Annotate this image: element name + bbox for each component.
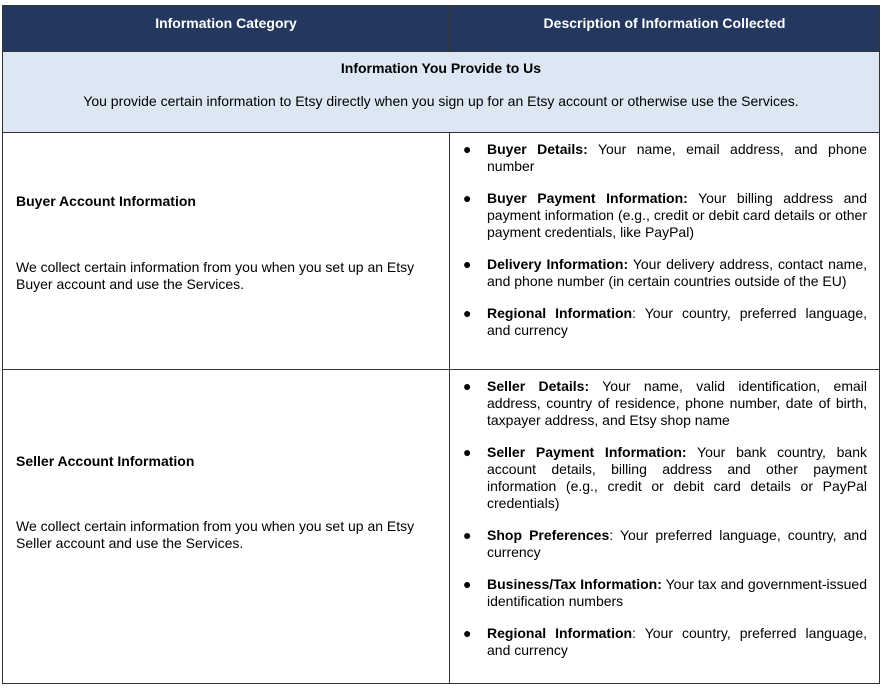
bullet-icon: ● xyxy=(463,305,472,321)
item-text: Your bank country, bank account details, billing address and other payment information (e.g., credit or debit card details or PayPal credentials) xyxy=(487,444,867,511)
item-label: Buyer Details: xyxy=(487,141,588,157)
bullet-list xyxy=(450,378,867,659)
bullet-icon: ● xyxy=(463,527,472,543)
item-label: Regional Information xyxy=(487,305,633,321)
information-table xyxy=(2,5,880,684)
bullet-icon: ● xyxy=(463,378,472,394)
list-item xyxy=(450,527,867,561)
section-description: You provide certain information to Etsy directly when you sign up for an Etsy account or otherwise use the Services. xyxy=(83,93,799,109)
description-cell xyxy=(450,133,880,370)
bullet-icon: ● xyxy=(463,190,472,206)
list-item xyxy=(450,378,867,429)
bullet-icon: ● xyxy=(463,576,472,592)
item-text: Your name, valid identification, email address, country of residence, phone number, date of birth, taxpayer address, and Etsy shop name xyxy=(487,378,867,428)
item-label: Buyer Payment Information: xyxy=(487,190,688,206)
list-item xyxy=(450,444,867,512)
item-text: Your tax and government-issued identification numbers xyxy=(487,576,867,609)
table-row xyxy=(3,370,880,684)
list-item xyxy=(450,305,867,339)
category-description: We collect certain information from you when you set up an Etsy Buyer account and use the Services. xyxy=(16,259,415,292)
section-title: Information You Provide to Us xyxy=(340,60,542,76)
item-text: Your name, email address, and phone number xyxy=(487,141,867,174)
item-text: : Your preferred language, country, and currency xyxy=(487,527,867,560)
item-label: Regional Information xyxy=(487,625,633,641)
table-header-row xyxy=(3,6,880,52)
item-label: Delivery Information: xyxy=(487,256,629,272)
section-row xyxy=(3,52,880,133)
category-title: Seller Account Information xyxy=(16,453,195,469)
category-cell xyxy=(3,370,450,684)
bullet-icon: ● xyxy=(463,625,472,641)
category-description: We collect certain information from you when you set up an Etsy Seller account and use the Services. xyxy=(16,518,415,551)
bullet-icon: ● xyxy=(463,444,472,460)
item-text: : Your country, preferred language, and currency xyxy=(487,305,867,338)
category-cell xyxy=(3,133,450,370)
item-label: Business/Tax Information: xyxy=(487,576,662,592)
table-row xyxy=(3,133,880,370)
item-text: : Your country, preferred language, and currency xyxy=(487,625,867,658)
bullet-icon: ● xyxy=(463,141,472,157)
item-text: Your delivery address, contact name, and phone number (in certain countries outside of the EU) xyxy=(487,256,868,289)
item-label: Seller Payment Information: xyxy=(487,444,687,460)
header-information-category: Information Category xyxy=(3,6,450,52)
section-cell xyxy=(3,52,880,133)
list-item xyxy=(450,576,867,610)
item-text: Your billing address and payment information (e.g., credit or debit card details or other payment credentials, like PayPal) xyxy=(487,190,867,240)
header-description: Description of Information Collected xyxy=(450,6,880,52)
item-label: Shop Preferences xyxy=(487,527,610,543)
category-title: Buyer Account Information xyxy=(16,193,196,209)
list-item xyxy=(450,190,867,241)
item-label: Seller Details: xyxy=(487,378,590,394)
description-cell xyxy=(450,370,880,684)
list-item xyxy=(450,141,867,175)
list-item xyxy=(450,256,867,290)
bullet-icon: ● xyxy=(463,256,472,272)
list-item xyxy=(450,625,867,659)
bullet-list xyxy=(450,141,867,339)
